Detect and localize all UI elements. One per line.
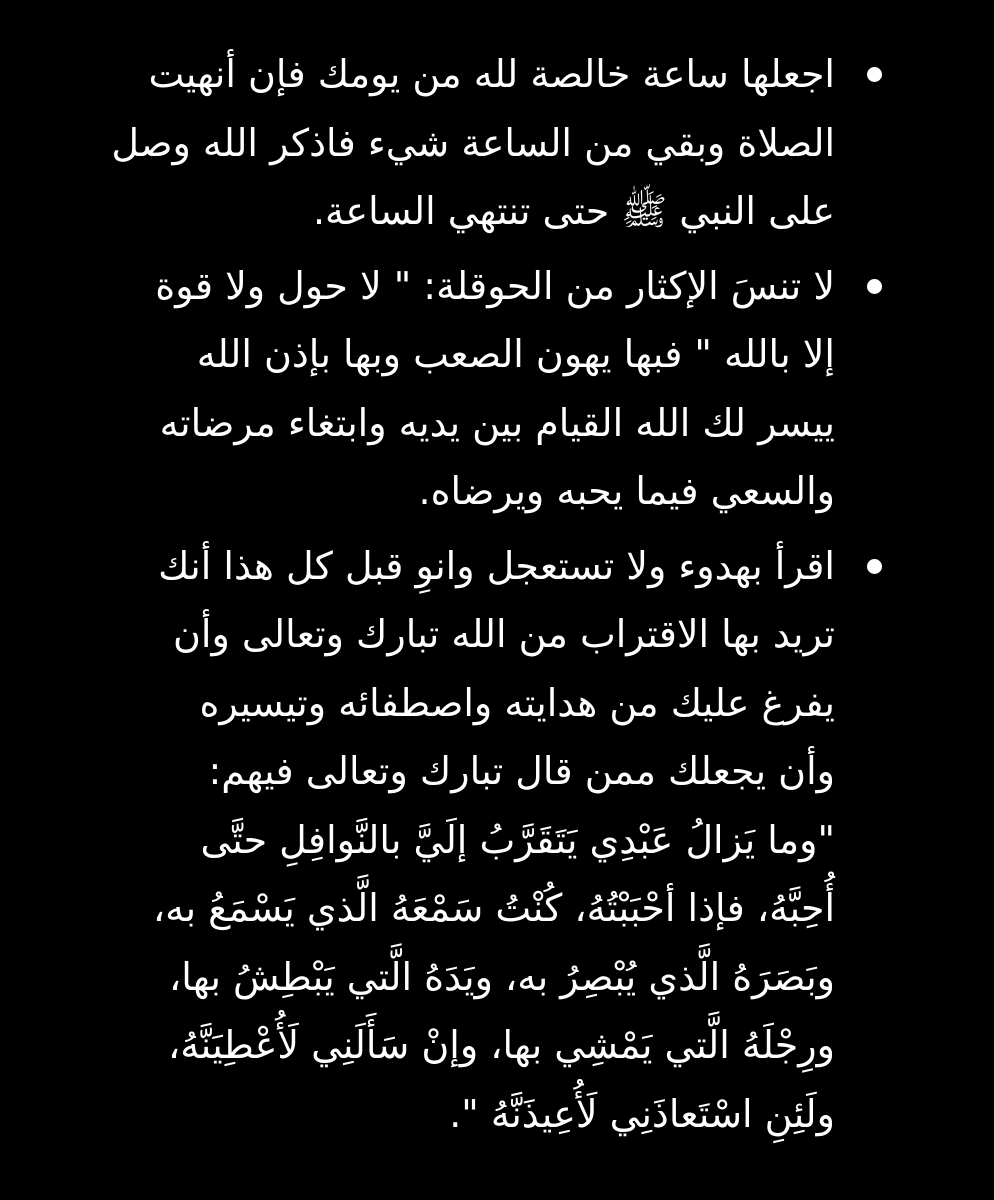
document-body <box>60 40 890 1154</box>
text-line: لا تنسَ الإكثار من الحوقلة: " لا حول ولا قوة <box>155 263 835 308</box>
text-line: أُحِبَّهُ، فإذا أحْبَبْتُهُ، كُنْتُ سَمْعَهُ الَّذي يَسْمَعُ به، <box>152 886 835 930</box>
text-line: تريد بها الاقتراب من الله تبارك وتعالى وأن <box>172 612 835 656</box>
bullet-dot-icon <box>867 67 882 82</box>
text-line: يفرغ عليك من هدايته واصطفائه وتيسيره <box>199 680 835 725</box>
text-line: على النبي ﷺ حتى تنتهي الساعة. <box>312 189 835 233</box>
bullet-dot-icon <box>867 279 882 294</box>
bullet-item-1 <box>60 40 890 246</box>
text-line: "وما يَزالُ عَبْدِي يَتَقَرَّبُ إلَيَّ بالنَّوافِلِ حتَّى <box>200 817 835 862</box>
text-line: إلا بالله " فبها يهون الصعب وبها بإذن الله <box>196 332 835 376</box>
bullet-dot-icon <box>867 559 882 574</box>
text-line: وأن يجعلك ممن قال تبارك وتعالى فيهم: <box>208 749 835 793</box>
text-line: وبَصَرَهُ الَّذي يُبْصِرُ به، ويَدَهُ الَّتي يَبْطِشُ بها، <box>169 954 835 999</box>
text-line: والسعي فيما يحبه ويرضاه. <box>418 469 835 513</box>
bullet-list <box>60 40 890 1148</box>
text-line: اجعلها ساعة خالصة لله من يومك فإن أنهيت <box>148 52 835 96</box>
text-line: اقرأ بهدوء ولا تستعجل وانوِ قبل كل هذا أنك <box>158 543 835 588</box>
text-line: ييسر لك الله القيام بين يديه وابتغاء مرضاته <box>159 400 835 445</box>
bullet-item-3 <box>60 532 890 1149</box>
text-line: ولَئِنِ اسْتَعاذَنِي لَأُعِيذَنَّهُ ". <box>449 1091 835 1136</box>
bullet-item-2 <box>60 252 890 526</box>
text-line: ورِجْلَهُ الَّتي يَمْشِي بها، وإنْ سَأَلَنِي لَأُعْطِيَنَّهُ، <box>168 1023 835 1067</box>
text-line: الصلاة وبقي من الساعة شيء فاذكر الله وصل <box>111 120 835 165</box>
